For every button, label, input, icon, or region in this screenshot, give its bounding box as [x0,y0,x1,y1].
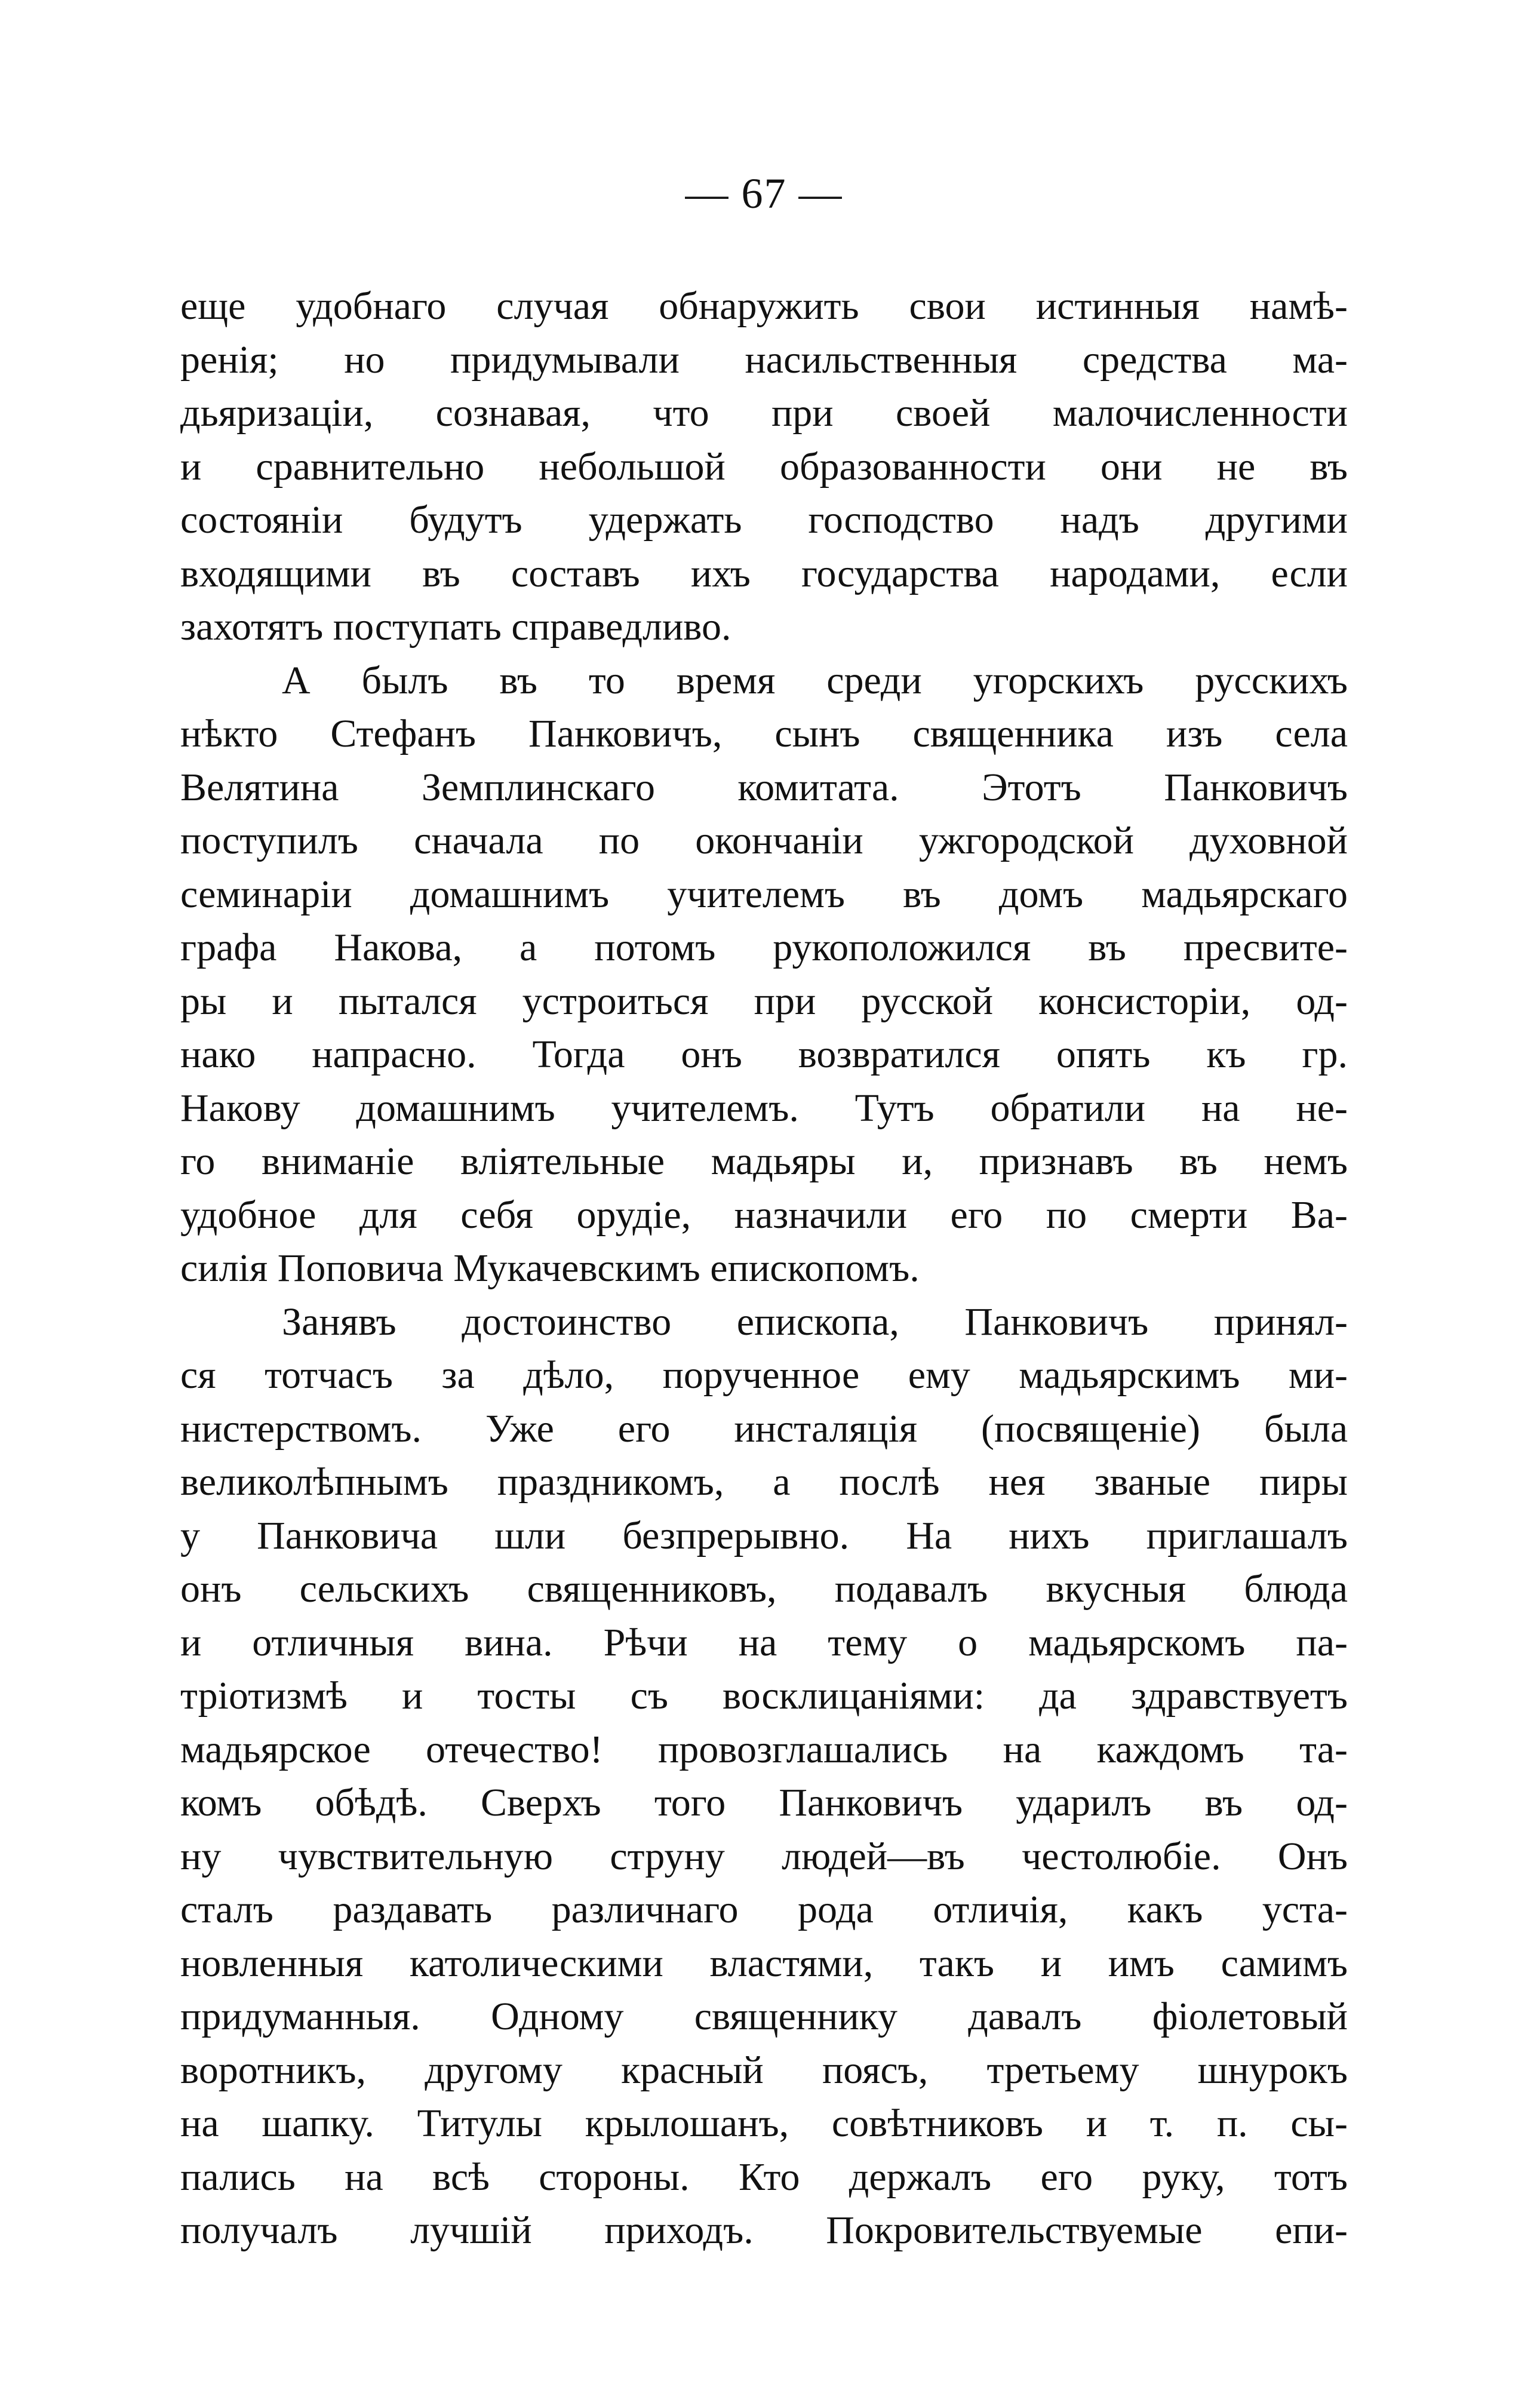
text-line: нистерствомъ. Уже его инсталяція (посвященіе) была [180,1406,1348,1451]
text-line: ренія; но придумывали насильственныя средства ма- [180,337,1348,382]
text-line: ры и пытался устроиться при русской консисторіи, од- [180,979,1348,1023]
text-line: графа Накова, а потомъ рукоположился въ пресвите- [180,926,1348,969]
text-line: Велятина Земплинскаго комитата. Этотъ Панковичъ [180,765,1348,809]
text-line: сталъ раздавать различнаго рода отличія, какъ уста- [180,1888,1348,1931]
text-line: захотятъ поступать справедливо. [180,605,731,649]
text-line: комъ обѣдѣ. Сверхъ того Панковичъ ударилъ въ од- [180,1781,1348,1824]
text-line: состояніи будутъ удержать господство надъ другими [180,498,1348,542]
text-line: входящими въ составъ ихъ государства народами, если [180,551,1348,595]
text-line: онъ сельскихъ священниковъ, подавалъ вкусныя блюда [180,1567,1348,1611]
paragraph-first-line: А былъ въ то время среди угорскихъ русскихъ [282,658,1348,702]
text-line: и отличныя вина. Рѣчи на тему о мадьярскомъ па- [180,1620,1348,1664]
text-line: Накову домашнимъ учителемъ. Тутъ обратили на не- [180,1086,1348,1130]
text-line: великолѣпнымъ праздникомъ, а послѣ нея званые пиры [180,1460,1348,1504]
text-line: ну чувствительную струну людей—въ честолюбіе. Онъ [180,1834,1348,1878]
text-line: дьяризаціи, сознавая, что при своей малочисленности [180,391,1348,435]
text-line: тріотизмѣ и тосты съ восклицаніями: да здравствуетъ [180,1674,1348,1718]
text-line: удобное для себя орудіе, назначили его по смерти Ва- [180,1193,1348,1237]
text-line: воротникъ, другому красный поясъ, третьему шнурокъ [180,2048,1348,2092]
text-line: семинаріи домашнимъ учителемъ въ домъ мадьярскаго [180,872,1348,916]
text-line: мадьярское отечество! провозглашались на каждомъ та- [180,1727,1348,1771]
text-line: нѣкто Стефанъ Панковичъ, сынъ священника изъ села [180,712,1348,755]
text-line: поступилъ сначала по окончаніи ужгородской духовной [180,819,1348,862]
text-line: нако напрасно. Тогда онъ возвратился опять къ гр. [180,1033,1348,1076]
text-line: у Панковича шли безпрерывно. На нихъ приглашалъ [180,1513,1348,1557]
text-line: силія Поповича Мукачевскимъ епископомъ. [180,1246,920,1290]
text-line: получалъ лучшій приходъ. Покровительствуемые епи- [180,2208,1348,2252]
text-line: придуманныя. Одному священнику давалъ фіолетовый [180,1995,1348,2038]
text-line: ся тотчасъ за дѣло, порученное ему мадьярскимъ ми- [180,1353,1348,1397]
text-line: на шапку. Титулы крылошанъ, совѣтниковъ и т. п. сы- [180,2102,1348,2145]
text-line: новленныя католическими властями, такъ и имъ самимъ [180,1941,1348,1985]
text-line: еще удобнаго случая обнаружить свои истинныя намѣ- [180,284,1348,328]
book-page [180,0,1348,2384]
page-number: — 67 — [685,170,843,217]
paragraph-first-line: Занявъ достоинство епископа, Панковичъ принял- [282,1299,1348,1344]
text-line: го вниманіе вліятельные мадьяры и, признавъ въ немъ [180,1139,1348,1183]
text-body [180,279,1348,2257]
text-line: пались на всѣ стороны. Кто держалъ его руку, тотъ [180,2155,1348,2199]
text-line: и сравнительно небольшой образованности они не въ [180,444,1348,489]
